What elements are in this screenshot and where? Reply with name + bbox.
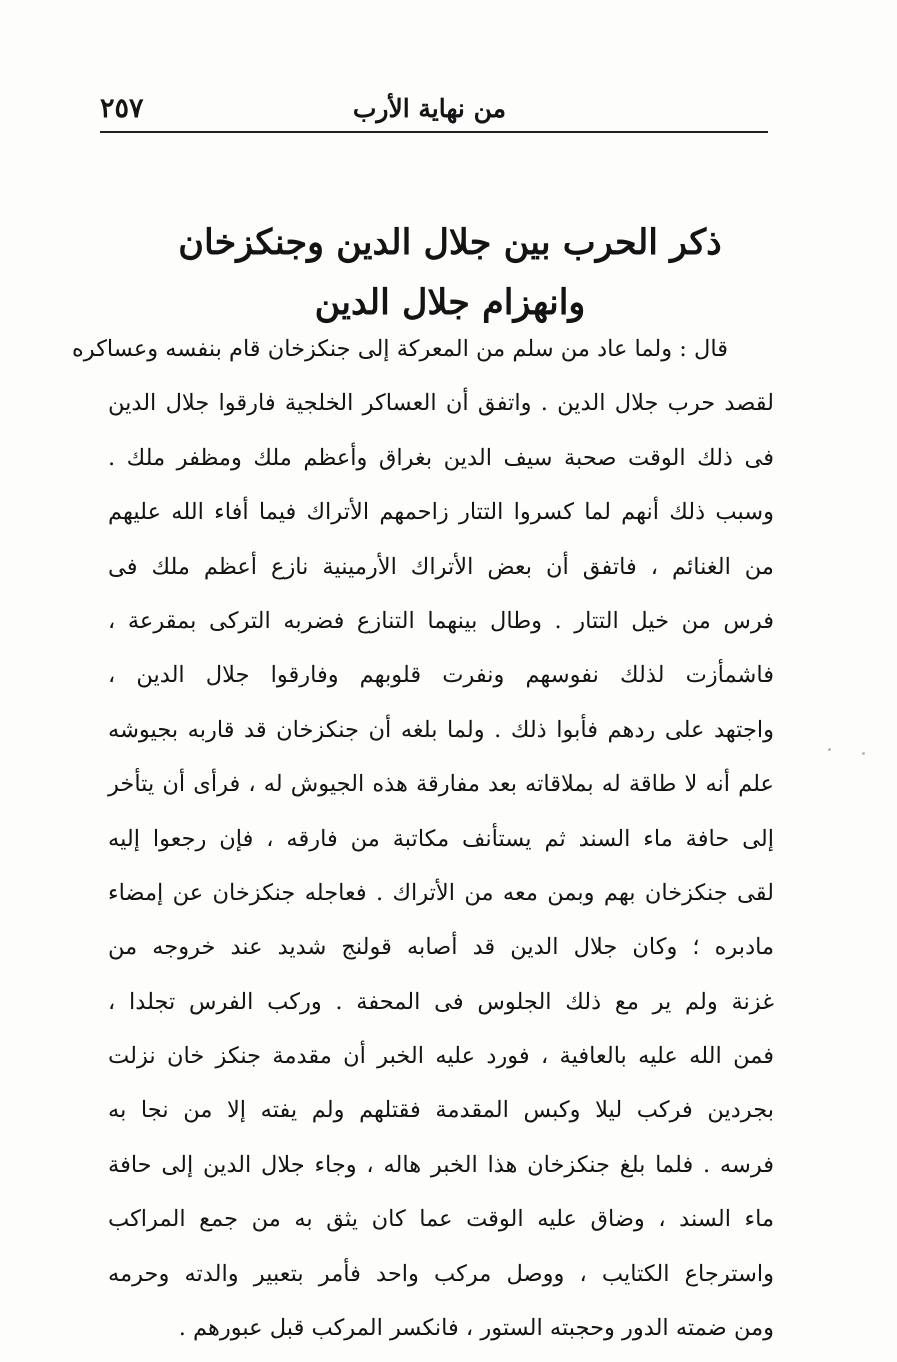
text-line: لقصد حرب جلال الدين . واتفق أن العساكر الخلجية فارقوا جلال الدين xyxy=(108,390,774,417)
body-text xyxy=(72,322,774,1355)
text-line: فى ذلك الوقت صحبة سيف الدين بغراق وأعظم ملك ومظفر ملك . xyxy=(108,444,774,471)
text-line: قال : ولما عاد من سلم من المعركة إلى جنكزخان قام بنفسه وعساكره xyxy=(72,336,728,362)
page-number: ٢٥٧ xyxy=(100,93,144,124)
chapter-subtitle-line: وانهزام جلال الدين xyxy=(314,282,586,324)
text-line: مادبره ؛ وكان جلال الدين قد أصابه قولنج شديد عند خروجه من xyxy=(108,934,774,961)
text-line: إلى حافة ماء السند ثم يستأنف مكاتبة من فارقه ، فإن رجعوا إليه xyxy=(108,825,774,852)
scan-speck xyxy=(828,748,831,751)
text-line: ومن ضمته الدور وحجبته الستور ، فانكسر المركب قبل عبورهم . xyxy=(178,1315,774,1342)
text-line: ماء السند ، وضاق عليه الوقت عما كان يثق به من جمع المراكب xyxy=(108,1206,774,1233)
text-line: فاشمأزت لذلك نفوسهم ونفرت قلوبهم وفارقوا جلال الدين ، xyxy=(108,662,774,689)
text-line: غزنة ولم ير مع ذلك الجلوس فى المحفة . وركب الفرس تجلدا ، xyxy=(108,988,774,1015)
scan-speck xyxy=(862,752,865,755)
text-line: علم أنه لا طاقة له بملاقاته بعد مفارقة هذه الجيوش له ، فرأى أن يتأخر xyxy=(108,771,774,798)
running-title: من نهاية الأرب xyxy=(352,94,506,123)
text-line: فرسه . فلما بلغ جنكزخان هذا الخبر هاله ، وجاء جلال الدين إلى حافة xyxy=(108,1151,774,1178)
text-line: من الغنائم ، فاتفق أن بعض الأتراك الأرمينية نازع أعظم ملك فى xyxy=(108,553,774,580)
chapter-title xyxy=(140,213,760,333)
running-header xyxy=(100,92,768,132)
text-line: لقى جنكزخان بهم وبمن معه من الأتراك . فعاجله جنكزخان عن إمضاء xyxy=(108,879,774,906)
text-line: بجردين فركب ليلا وكبس المقدمة فقتلهم ولم يفته إلا من نجا به xyxy=(108,1097,774,1124)
text-line: وسبب ذلك أنهم لما كسروا التتار زاحمهم الأتراك فيما أفاء الله عليهم xyxy=(108,499,774,526)
text-line: فرس من خيل التتار . وطال بينهما التنازع فضربه التركى بمقرعة ، xyxy=(108,607,774,634)
text-line: واجتهد على ردهم فأبوا ذلك . ولما بلغه أن جنكزخان قد قاربه بجيوشه xyxy=(108,716,774,743)
text-line: واسترجاع الكتايب ، ووصل مركب واحد فأمر بتعبير والدته وحرمه xyxy=(108,1260,774,1287)
text-line: فمن الله عليه بالعافية ، فورد عليه الخبر أن مقدمة جنكز خان نزلت xyxy=(108,1043,774,1070)
header-rule xyxy=(100,131,768,133)
chapter-title-line: ذكر الحرب بين جلال الدين وجنكزخان xyxy=(178,222,722,264)
